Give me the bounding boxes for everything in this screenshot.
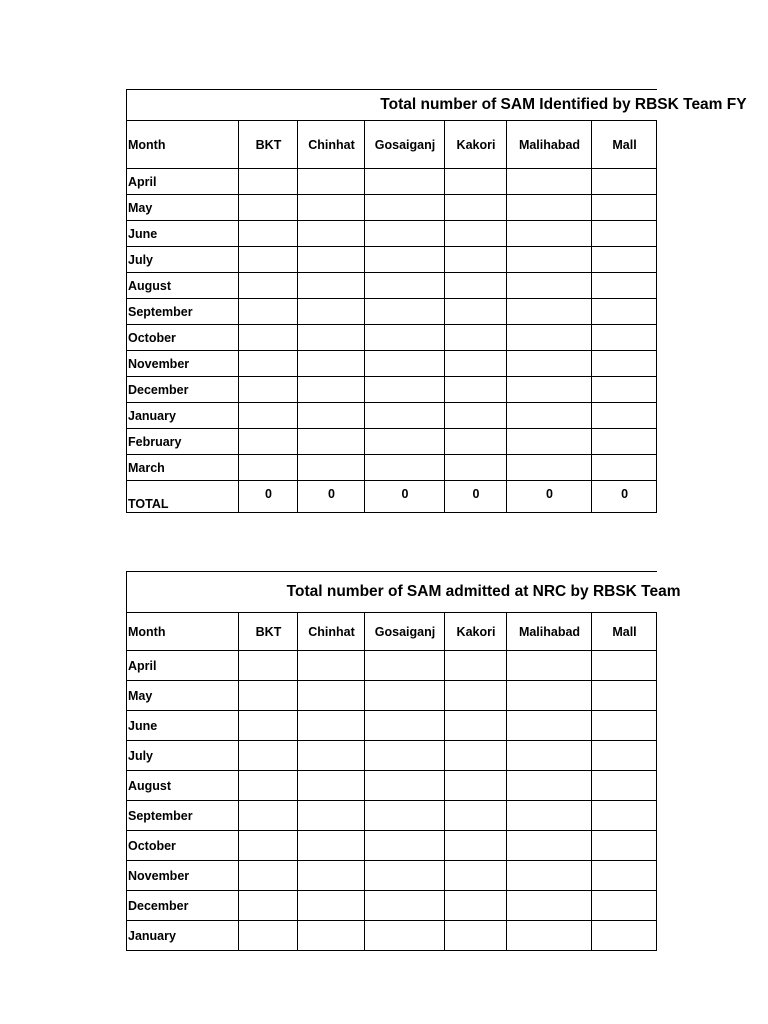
cell[interactable]: [507, 273, 592, 299]
cell[interactable]: [239, 325, 298, 351]
cell[interactable]: [592, 195, 657, 221]
cell[interactable]: [239, 195, 298, 221]
table-row: [127, 299, 657, 325]
month-label: September: [127, 801, 239, 831]
cell[interactable]: [592, 403, 657, 429]
cell[interactable]: [298, 831, 365, 861]
cell[interactable]: [592, 891, 657, 921]
cell[interactable]: [592, 429, 657, 455]
cell[interactable]: [592, 299, 657, 325]
cell[interactable]: [298, 711, 365, 741]
cell[interactable]: [507, 195, 592, 221]
cell[interactable]: [239, 771, 298, 801]
cell[interactable]: [365, 325, 445, 351]
cell[interactable]: [592, 771, 657, 801]
cell[interactable]: [298, 377, 365, 403]
total-value: 0: [298, 481, 365, 513]
cell[interactable]: [239, 169, 298, 195]
cell[interactable]: [445, 651, 507, 681]
table-row: [127, 403, 657, 429]
table-row: [127, 771, 657, 801]
cell[interactable]: [507, 455, 592, 481]
column-header-mall: Mall: [592, 121, 657, 169]
cell[interactable]: [239, 403, 298, 429]
cell[interactable]: [298, 221, 365, 247]
month-label: October: [127, 325, 239, 351]
table-row: [127, 195, 657, 221]
month-label: April: [127, 169, 239, 195]
cell[interactable]: [445, 681, 507, 711]
month-label: June: [127, 221, 239, 247]
cell[interactable]: [592, 741, 657, 771]
cell[interactable]: [592, 325, 657, 351]
month-label: December: [127, 377, 239, 403]
cell[interactable]: [239, 221, 298, 247]
cell[interactable]: [365, 831, 445, 861]
cell[interactable]: [507, 351, 592, 377]
table-row: [127, 169, 657, 195]
cell[interactable]: [298, 771, 365, 801]
cell[interactable]: [592, 351, 657, 377]
cell[interactable]: [507, 403, 592, 429]
table-row: [127, 325, 657, 351]
cell[interactable]: [298, 247, 365, 273]
cell[interactable]: [365, 771, 445, 801]
table-row: [127, 711, 657, 741]
cell[interactable]: [507, 299, 592, 325]
column-header-mall: Mall: [592, 613, 657, 651]
month-label: October: [127, 831, 239, 861]
table-row: [127, 681, 657, 711]
cell[interactable]: [592, 801, 657, 831]
cell[interactable]: [445, 921, 507, 951]
cell[interactable]: [239, 429, 298, 455]
table-row: [127, 831, 657, 861]
cell[interactable]: [365, 403, 445, 429]
month-label: June: [127, 711, 239, 741]
month-label: July: [127, 247, 239, 273]
cell[interactable]: [592, 651, 657, 681]
cell[interactable]: [239, 861, 298, 891]
month-header: Month: [127, 121, 239, 169]
table-row: [127, 377, 657, 403]
cell[interactable]: [365, 891, 445, 921]
cell[interactable]: [507, 891, 592, 921]
sam-admitted-table: [126, 571, 681, 951]
cell[interactable]: [239, 299, 298, 325]
cell[interactable]: [365, 299, 445, 325]
cell[interactable]: [592, 711, 657, 741]
cell[interactable]: [365, 247, 445, 273]
cell[interactable]: [298, 429, 365, 455]
month-label: January: [127, 403, 239, 429]
cell[interactable]: [507, 771, 592, 801]
cell[interactable]: [365, 651, 445, 681]
month-label: May: [127, 681, 239, 711]
table-row: [127, 891, 657, 921]
cell[interactable]: [365, 921, 445, 951]
cell[interactable]: [239, 247, 298, 273]
cell[interactable]: [298, 273, 365, 299]
cell[interactable]: [507, 247, 592, 273]
month-label: September: [127, 299, 239, 325]
cell[interactable]: [445, 891, 507, 921]
cell[interactable]: [445, 801, 507, 831]
column-header-bkt: BKT: [239, 613, 298, 651]
cell[interactable]: [365, 169, 445, 195]
table-row: [127, 921, 657, 951]
cell[interactable]: [445, 403, 507, 429]
column-header-kakori: Kakori: [445, 121, 507, 169]
cell[interactable]: [239, 651, 298, 681]
month-label: May: [127, 195, 239, 221]
cell[interactable]: [592, 861, 657, 891]
column-header-gosaiganj: Gosaiganj: [365, 121, 445, 169]
cell[interactable]: [298, 455, 365, 481]
cell[interactable]: [592, 681, 657, 711]
cell[interactable]: [239, 681, 298, 711]
month-label: July: [127, 741, 239, 771]
table-row: [127, 247, 657, 273]
sam-identified-table: [126, 89, 747, 513]
cell[interactable]: [445, 247, 507, 273]
cell[interactable]: [445, 221, 507, 247]
cell[interactable]: [445, 429, 507, 455]
cell[interactable]: [365, 429, 445, 455]
column-header-malihabad: Malihabad: [507, 613, 592, 651]
column-header-chinhat: Chinhat: [298, 613, 365, 651]
cell[interactable]: [239, 741, 298, 771]
cell[interactable]: [592, 377, 657, 403]
cell[interactable]: [445, 771, 507, 801]
total-value: 0: [445, 481, 507, 513]
column-header-gosaiganj: Gosaiganj: [365, 613, 445, 651]
table-row: [127, 651, 657, 681]
cell[interactable]: [298, 891, 365, 921]
cell[interactable]: [298, 861, 365, 891]
cell[interactable]: [365, 195, 445, 221]
cell[interactable]: [445, 455, 507, 481]
table-row: [127, 455, 657, 481]
cell[interactable]: [239, 711, 298, 741]
cell[interactable]: [592, 921, 657, 951]
month-label: February: [127, 429, 239, 455]
cell[interactable]: [507, 429, 592, 455]
total-label: TOTAL: [127, 481, 239, 513]
cell[interactable]: [298, 403, 365, 429]
cell[interactable]: [239, 801, 298, 831]
cell[interactable]: [507, 169, 592, 195]
cell[interactable]: [365, 221, 445, 247]
table-row: [127, 861, 657, 891]
cell[interactable]: [445, 299, 507, 325]
cell[interactable]: [592, 247, 657, 273]
table-row: [127, 221, 657, 247]
cell[interactable]: [507, 861, 592, 891]
month-label: January: [127, 921, 239, 951]
cell[interactable]: [445, 377, 507, 403]
cell[interactable]: [507, 681, 592, 711]
table-title: Total number of SAM admitted at NRC by RBSK Team: [127, 572, 657, 613]
cell[interactable]: [365, 711, 445, 741]
column-header-chinhat: Chinhat: [298, 121, 365, 169]
cell[interactable]: [239, 891, 298, 921]
cell[interactable]: [298, 195, 365, 221]
month-label: March: [127, 455, 239, 481]
total-value: 0: [239, 481, 298, 513]
cell[interactable]: [298, 299, 365, 325]
cell[interactable]: [592, 831, 657, 861]
cell[interactable]: [239, 377, 298, 403]
cell[interactable]: [239, 831, 298, 861]
cell[interactable]: [298, 681, 365, 711]
cell[interactable]: [365, 741, 445, 771]
cell[interactable]: [507, 651, 592, 681]
cell[interactable]: [507, 801, 592, 831]
month-label: November: [127, 351, 239, 377]
table-row: [127, 273, 657, 299]
cell[interactable]: [239, 351, 298, 377]
cell[interactable]: [298, 325, 365, 351]
cell[interactable]: [445, 861, 507, 891]
cell[interactable]: [507, 377, 592, 403]
cell[interactable]: [365, 681, 445, 711]
table-row: [127, 801, 657, 831]
cell[interactable]: [365, 455, 445, 481]
month-label: August: [127, 771, 239, 801]
table-title: Total number of SAM Identified by RBSK Team FY: [127, 90, 657, 121]
cell[interactable]: [507, 221, 592, 247]
cell[interactable]: [365, 351, 445, 377]
cell[interactable]: [239, 455, 298, 481]
cell[interactable]: [365, 861, 445, 891]
total-value: 0: [507, 481, 592, 513]
total-value: 0: [592, 481, 657, 513]
column-header-malihabad: Malihabad: [507, 121, 592, 169]
cell[interactable]: [298, 921, 365, 951]
column-header-bkt: BKT: [239, 121, 298, 169]
column-header-kakori: Kakori: [445, 613, 507, 651]
total-value: 0: [365, 481, 445, 513]
cell[interactable]: [298, 651, 365, 681]
cell[interactable]: [507, 831, 592, 861]
cell[interactable]: [365, 801, 445, 831]
cell[interactable]: [239, 273, 298, 299]
cell[interactable]: [445, 195, 507, 221]
month-label: November: [127, 861, 239, 891]
table-row: [127, 351, 657, 377]
cell[interactable]: [507, 741, 592, 771]
cell[interactable]: [445, 741, 507, 771]
cell[interactable]: [592, 455, 657, 481]
table-row: [127, 429, 657, 455]
cell[interactable]: [592, 221, 657, 247]
month-label: August: [127, 273, 239, 299]
cell[interactable]: [445, 831, 507, 861]
cell[interactable]: [592, 169, 657, 195]
cell[interactable]: [298, 801, 365, 831]
cell[interactable]: [365, 273, 445, 299]
cell[interactable]: [445, 325, 507, 351]
cell[interactable]: [239, 921, 298, 951]
month-header: Month: [127, 613, 239, 651]
month-label: December: [127, 891, 239, 921]
table-row: [127, 741, 657, 771]
cell[interactable]: [445, 351, 507, 377]
cell[interactable]: [445, 169, 507, 195]
cell[interactable]: [365, 377, 445, 403]
total-row: [127, 481, 657, 513]
cell[interactable]: [445, 273, 507, 299]
cell[interactable]: [298, 169, 365, 195]
month-label: April: [127, 651, 239, 681]
cell[interactable]: [298, 351, 365, 377]
cell[interactable]: [507, 325, 592, 351]
cell[interactable]: [298, 741, 365, 771]
cell[interactable]: [445, 711, 507, 741]
cell[interactable]: [507, 711, 592, 741]
cell[interactable]: [592, 273, 657, 299]
cell[interactable]: [507, 921, 592, 951]
